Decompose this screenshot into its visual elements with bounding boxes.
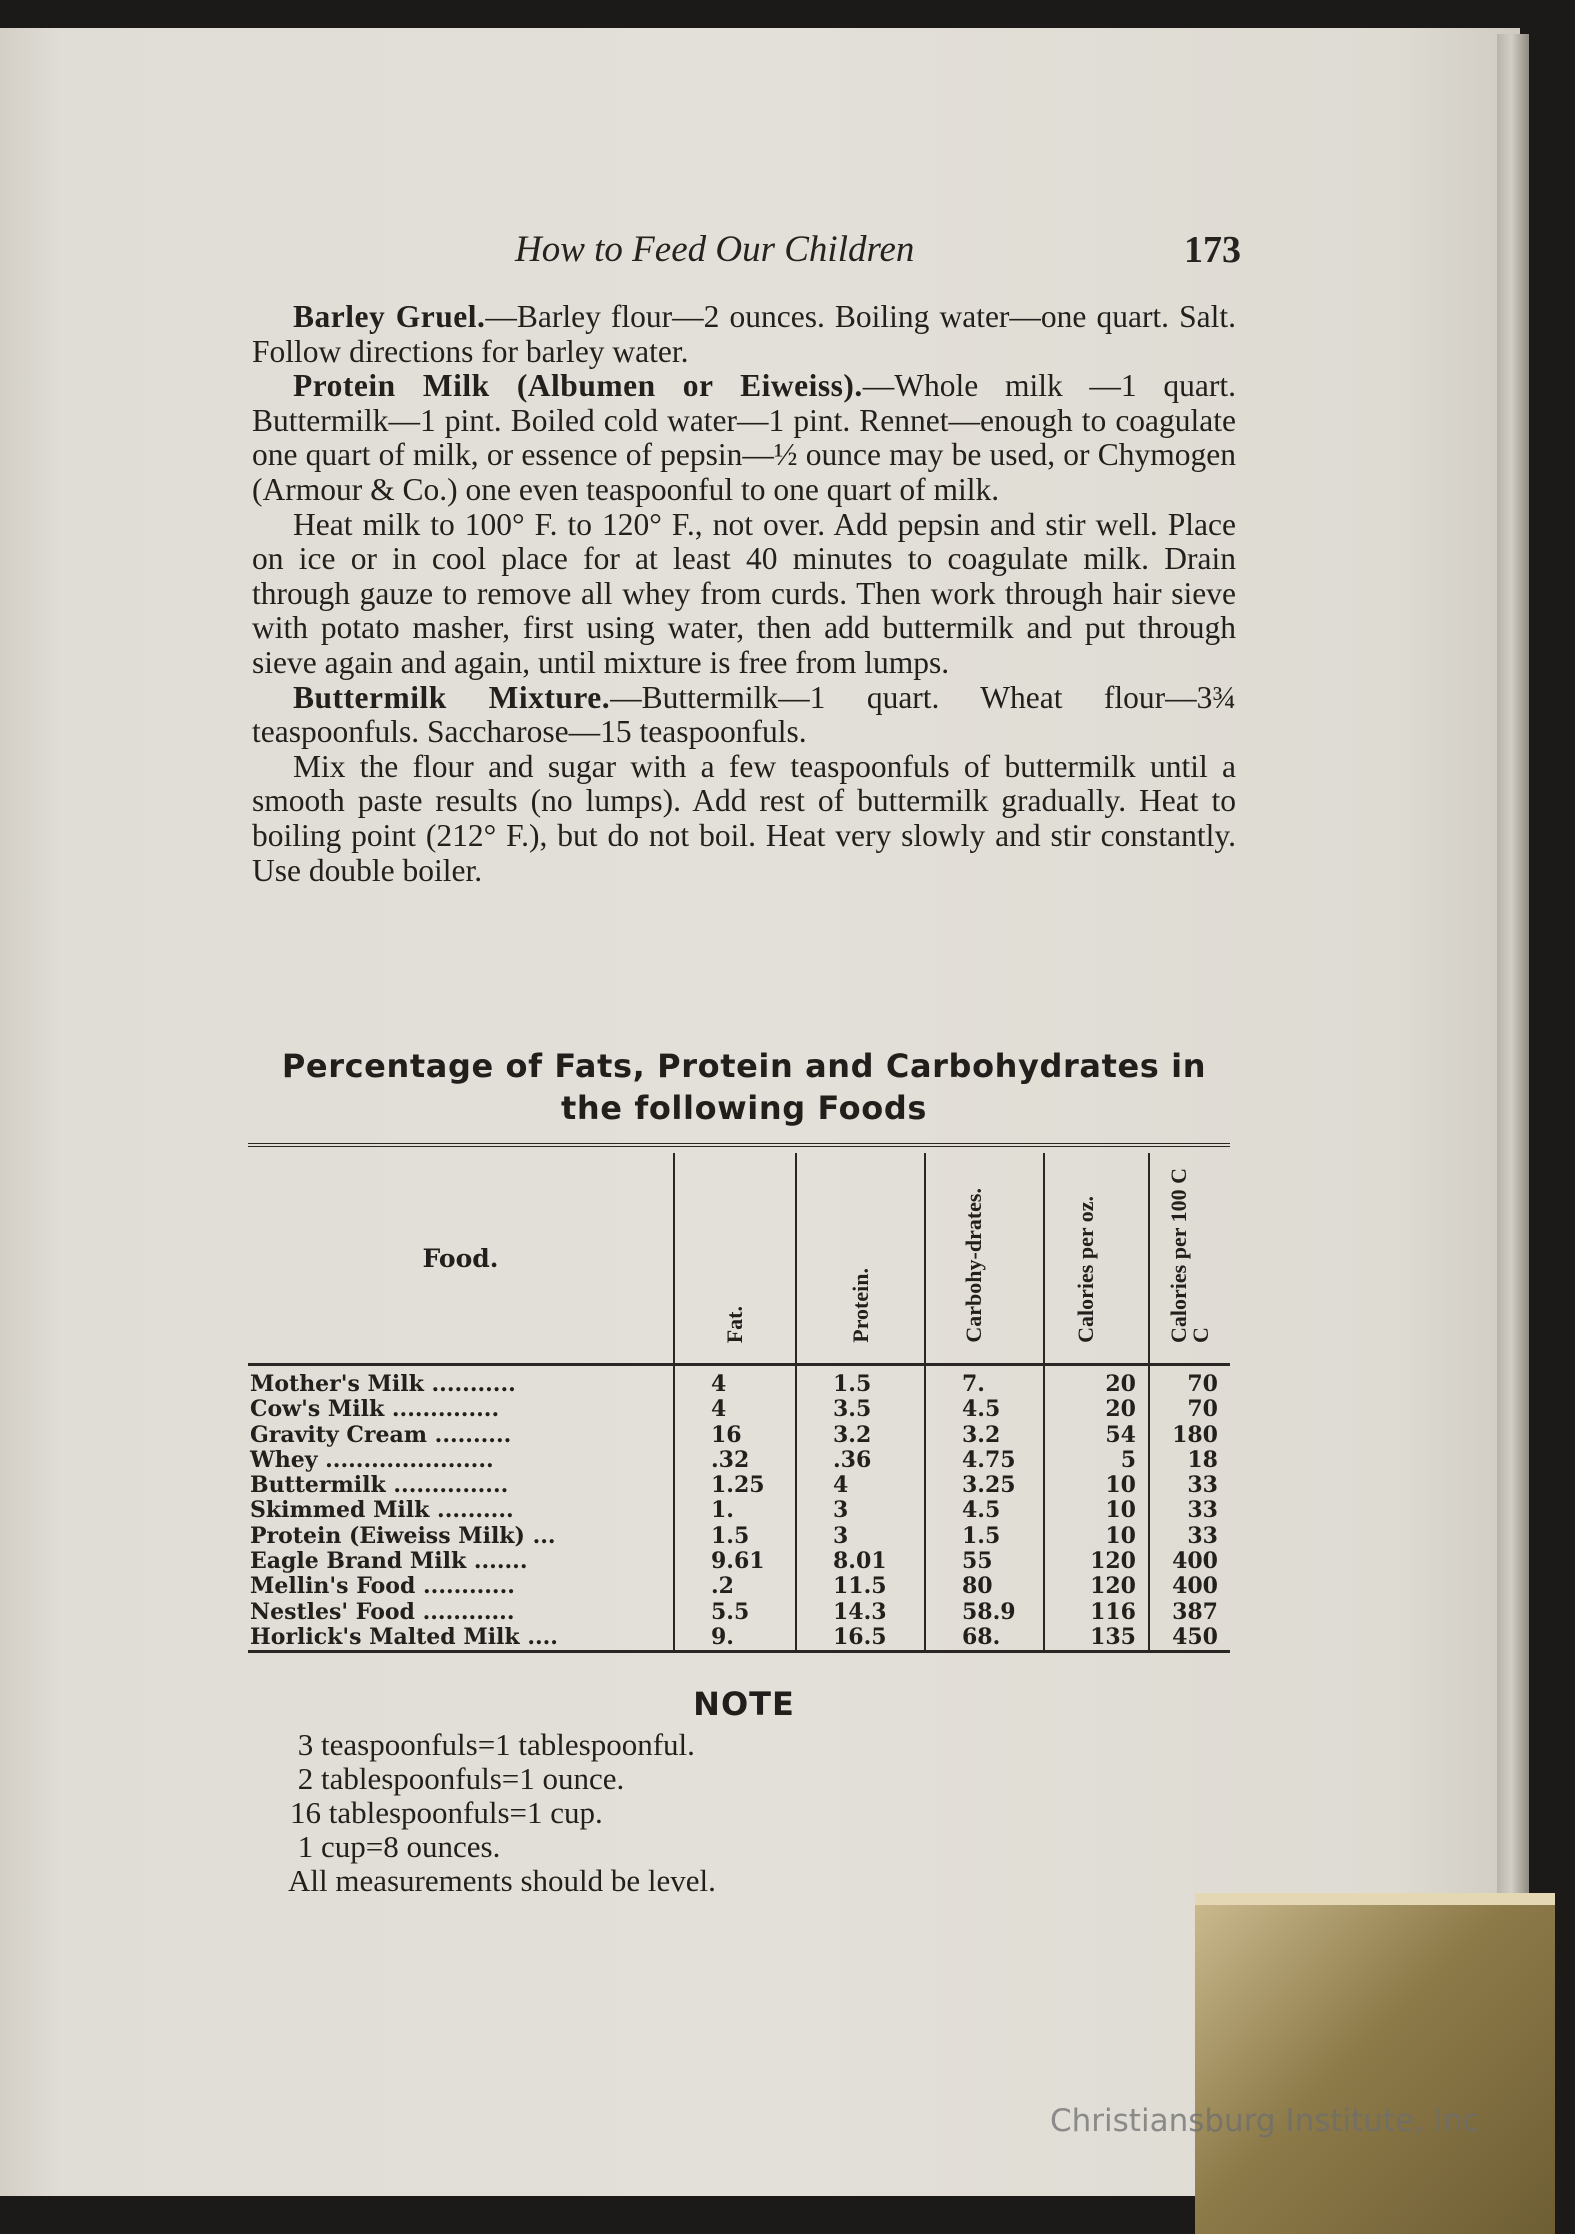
- table-row: Whey ...................... .32 .36 4.75 5 18: [248, 1448, 1230, 1473]
- table-header-row: [248, 1153, 1230, 1365]
- recipe-text: [252, 300, 1236, 888]
- note-list: [290, 1728, 716, 1898]
- table-row: Mother's Milk ........... 4 1.5 7. 20 70: [248, 1365, 1230, 1398]
- page-number: 173: [1184, 229, 1241, 271]
- note-title: NOTE: [693, 1685, 795, 1723]
- table-row: Skimmed Milk .......... 1. 3 4.5 10 33: [248, 1498, 1230, 1523]
- table-title: Percentage of Fats, Protein and Carbohydrates in the following Foods: [281, 1047, 1207, 1127]
- header-calories-100cc: Calories per 100 C C: [1149, 1153, 1230, 1365]
- nutrition-table: [248, 1143, 1230, 1653]
- running-head: How to Feed Our Children: [515, 229, 915, 270]
- watermark-text: Christiansburg Institute, Inc: [1050, 2103, 1480, 2139]
- paragraph-mix-flour: Mix the flour and sugar with a few teaspoonfuls of buttermilk until a smooth paste results (no lumps). Add rest of buttermilk gradually. Heat to boiling point (212° F.), but do not boil. Heat very slowly and stir constantly. Use double boiler.: [252, 748, 1236, 888]
- table-bottom-rule: [248, 1650, 1230, 1653]
- note-line: 2 tablespoonfuls=1 ounce.: [290, 1761, 625, 1796]
- table-top-rule: [248, 1143, 1230, 1153]
- header-protein: Protein.: [796, 1153, 925, 1365]
- note-final-line: All measurements should be level.: [288, 1863, 716, 1898]
- note-line: 1 cup=8 ounces.: [290, 1829, 501, 1864]
- paragraph-protein-milk: Protein Milk (Albumen or Eiweiss).—Whole milk —1 quart. Buttermilk—1 pint. Boiled cold water—1 pint. Rennet—enough to coagulate one quart of milk, or essence of pepsin—½ ounce may be used, or Chymogen (Armour & Co.) one even teaspoonful to one quart of milk.: [252, 368, 1236, 507]
- table-row: Cow's Milk .............. 4 3.5 4.5 20 70: [248, 1397, 1230, 1422]
- note-line: 3 teaspoonfuls=1 tablespoonful.: [290, 1727, 695, 1762]
- table-row: Horlick's Malted Milk .... 9. 16.5 68. 135 450: [248, 1625, 1230, 1650]
- table-row: Mellin's Food ............ .2 11.5 80 120 400: [248, 1574, 1230, 1599]
- table-row: Protein (Eiweiss Milk) ... 1.5 3 1.5 10 33: [248, 1524, 1230, 1549]
- header-food: Food.: [248, 1153, 674, 1365]
- header-calories-oz: Calories per oz.: [1044, 1153, 1149, 1365]
- paragraph-buttermilk-mixture: Buttermilk Mixture.—Buttermilk—1 quart. Wheat flour—3¾ teaspoonfuls. Saccharose—15 teaspoonfuls.: [252, 679, 1236, 750]
- page-weight-block: [1195, 1893, 1555, 2234]
- table-row: Gravity Cream .......... 16 3.2 3.2 54 180: [248, 1423, 1230, 1448]
- note-line: 16 tablespoonfuls=1 cup.: [290, 1795, 603, 1830]
- header-carbohydrates: Carbohy-drates.: [925, 1153, 1044, 1365]
- paragraph-heat-milk: Heat milk to 100° F. to 120° F., not over. Add pepsin and stir well. Place on ice or in cool place for at least 40 minutes to coagulate milk. Drain through gauze to remove all whey from curds. Then work through hair sieve with potato masher, first using water, then add buttermilk and put through sieve again and again, until mixture is free from lumps.: [252, 506, 1236, 680]
- header-fat: Fat.: [674, 1153, 796, 1365]
- paragraph-barley-gruel: Barley Gruel.—Barley flour—2 ounces. Boiling water—one quart. Salt. Follow directions for barley water.: [252, 299, 1236, 369]
- table-row: Nestles' Food ............ 5.5 14.3 58.9 116 387: [248, 1600, 1230, 1625]
- table-row: Eagle Brand Milk ....... 9.61 8.01 55 120 400: [248, 1549, 1230, 1574]
- page-edge: [1497, 34, 1529, 1904]
- table-row: Buttermilk ............... 1.25 4 3.25 10 33: [248, 1473, 1230, 1498]
